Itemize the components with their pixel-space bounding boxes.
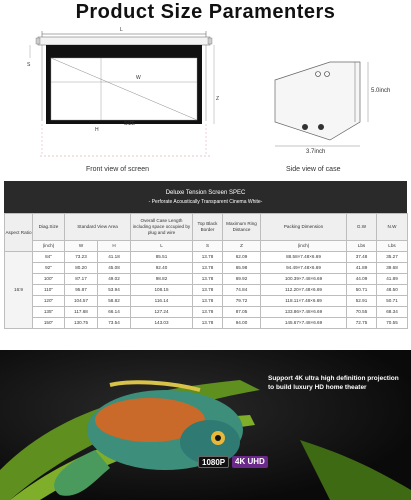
table-cell: 112.20×7.48×6.69 xyxy=(261,285,347,296)
aspect-ratio-cell: 16:9 xyxy=(5,252,33,329)
table-cell: 58.82 xyxy=(98,296,131,307)
table-cell: 39.68 xyxy=(377,263,408,274)
table-cell: 127.24 xyxy=(131,307,193,318)
table-row xyxy=(5,263,408,274)
table-cell: 37.48 xyxy=(347,252,377,263)
badge-4k-uhd: 4K UHD xyxy=(232,456,268,468)
table-cell: 52.91 xyxy=(347,296,377,307)
table-cell: 74.84 xyxy=(223,285,261,296)
dim-h-label: H xyxy=(95,127,99,133)
col-case-length: Overall Case Length including space occupied by plug and wire xyxy=(131,214,193,241)
table-cell: 110" xyxy=(33,285,65,296)
table-cell: 100.39×7.48×6.69 xyxy=(261,274,347,285)
unit-cell: L xyxy=(131,241,193,252)
table-cell: 13.78 xyxy=(193,307,223,318)
banner-text: Support 4K ultra high definition projection to build luxury HD home theater xyxy=(268,375,399,391)
table-cell: 62.09 xyxy=(223,252,261,263)
unit-cell: W xyxy=(65,241,98,252)
table-cell: 117.68 xyxy=(65,307,98,318)
table-cell: 72.75 xyxy=(347,318,377,329)
table-cell: 98.82 xyxy=(131,274,193,285)
table-cell: 50.71 xyxy=(377,296,408,307)
table-cell: 44.09 xyxy=(347,274,377,285)
size-label: SIZE xyxy=(124,121,136,127)
col-ring-distance: Maximum Ring Distance xyxy=(223,214,261,241)
chameleon-illustration xyxy=(0,350,411,500)
spec-subtitle: - Perforate Acoustically Transparent Cinema White- xyxy=(148,198,263,205)
table-cell: 100" xyxy=(33,274,65,285)
table-cell: 70.55 xyxy=(347,307,377,318)
table-cell: 73.54 xyxy=(98,318,131,329)
table-cell: 87.05 xyxy=(223,307,261,318)
case-side-profile xyxy=(275,62,360,140)
table-cell: 94.49×7.48×6.69 xyxy=(261,263,347,274)
table-cell: 35.27 xyxy=(377,252,408,263)
spec-table-panel xyxy=(4,181,407,329)
table-cell: 145.67×7.48×6.69 xyxy=(261,318,347,329)
table-cell: 143.03 xyxy=(131,318,193,329)
table-cell: 13.78 xyxy=(193,274,223,285)
badge-1080p: 1080P xyxy=(198,456,229,468)
spec-table xyxy=(4,213,408,329)
table-cell: 94.00 xyxy=(223,318,261,329)
table-cell: 45.08 xyxy=(98,263,131,274)
table-cell: 79.72 xyxy=(223,296,261,307)
unit-cell: Lbs xyxy=(347,241,377,252)
table-cell: 150" xyxy=(33,318,65,329)
table-cell: 73.23 xyxy=(65,252,98,263)
table-cell: 116.14 xyxy=(131,296,193,307)
unit-cell: H xyxy=(98,241,131,252)
screen-dimension-diagram xyxy=(0,26,411,178)
unit-cell: (inch) xyxy=(261,241,347,252)
unit-cell: Lbs xyxy=(377,241,408,252)
table-cell: 104.57 xyxy=(65,296,98,307)
promo-banner xyxy=(0,350,411,500)
table-cell: 69.92 xyxy=(223,274,261,285)
screen-case xyxy=(38,37,210,45)
product-diagram xyxy=(0,26,411,178)
side-view-caption: Side view of case xyxy=(286,166,341,173)
col-nw: N.W xyxy=(377,214,408,241)
table-cell: 92.40 xyxy=(131,263,193,274)
table-cell: 13.78 xyxy=(193,296,223,307)
case-height-label: 5.0inch xyxy=(371,88,391,94)
table-cell: 84" xyxy=(33,252,65,263)
table-cell: 65.98 xyxy=(223,263,261,274)
col-top-border: Top Black Border xyxy=(193,214,223,241)
table-cell: 50.71 xyxy=(347,285,377,296)
table-cell: 108.15 xyxy=(131,285,193,296)
table-cell: 95.87 xyxy=(65,285,98,296)
unit-cell: (inch) xyxy=(33,241,65,252)
table-cell: 120" xyxy=(33,296,65,307)
spec-header-row xyxy=(5,214,408,241)
table-row xyxy=(5,274,408,285)
table-cell: 118.11×7.48×6.69 xyxy=(261,296,347,307)
spec-unit-row xyxy=(5,241,408,252)
table-cell: 87.17 xyxy=(65,274,98,285)
table-cell: 13.78 xyxy=(193,252,223,263)
table-cell: 41.89 xyxy=(347,263,377,274)
col-gw: G.W xyxy=(347,214,377,241)
table-row xyxy=(5,318,408,329)
table-row xyxy=(5,307,408,318)
table-cell: 133.86×7.48×6.69 xyxy=(261,307,347,318)
dim-l-label: L xyxy=(120,27,123,33)
table-cell: 135" xyxy=(33,307,65,318)
table-cell: 88.58×7.48×6.69 xyxy=(261,252,347,263)
table-cell: 92" xyxy=(33,263,65,274)
table-cell: 70.55 xyxy=(377,318,408,329)
col-aspect-ratio: Aspect Ratio xyxy=(5,214,33,252)
table-cell: 13.78 xyxy=(193,318,223,329)
col-view-area: Standard View Area xyxy=(65,214,131,241)
table-cell: 41.18 xyxy=(98,252,131,263)
table-row xyxy=(5,252,408,263)
page-title: Product Size Paramenters xyxy=(75,1,336,23)
table-row xyxy=(5,285,408,296)
table-cell: 13.78 xyxy=(193,263,223,274)
table-cell: 48.50 xyxy=(377,285,408,296)
table-cell: 130.75 xyxy=(65,318,98,329)
table-cell: 13.78 xyxy=(193,285,223,296)
spec-header xyxy=(4,181,407,213)
table-cell: 53.94 xyxy=(98,285,131,296)
dim-s-label: S xyxy=(27,62,31,68)
unit-cell: Z xyxy=(223,241,261,252)
col-diag-size: Diag.Size xyxy=(33,214,65,241)
table-cell: 66.14 xyxy=(98,307,131,318)
spec-title: Deluxe Tension Screen SPEC xyxy=(165,189,246,196)
table-row xyxy=(5,296,408,307)
dim-w-label: W xyxy=(136,75,141,81)
dim-z-label: Z xyxy=(216,96,220,102)
front-view-caption: Front view of screen xyxy=(86,166,150,173)
table-cell: 68.34 xyxy=(377,307,408,318)
table-cell: 49.02 xyxy=(98,274,131,285)
table-cell: 80.20 xyxy=(65,263,98,274)
col-packing: Packing Dimension xyxy=(261,214,347,241)
case-width-label: 3.7inch xyxy=(306,149,326,155)
table-cell: 41.89 xyxy=(377,274,408,285)
unit-cell: S xyxy=(193,241,223,252)
table-cell: 85.51 xyxy=(131,252,193,263)
